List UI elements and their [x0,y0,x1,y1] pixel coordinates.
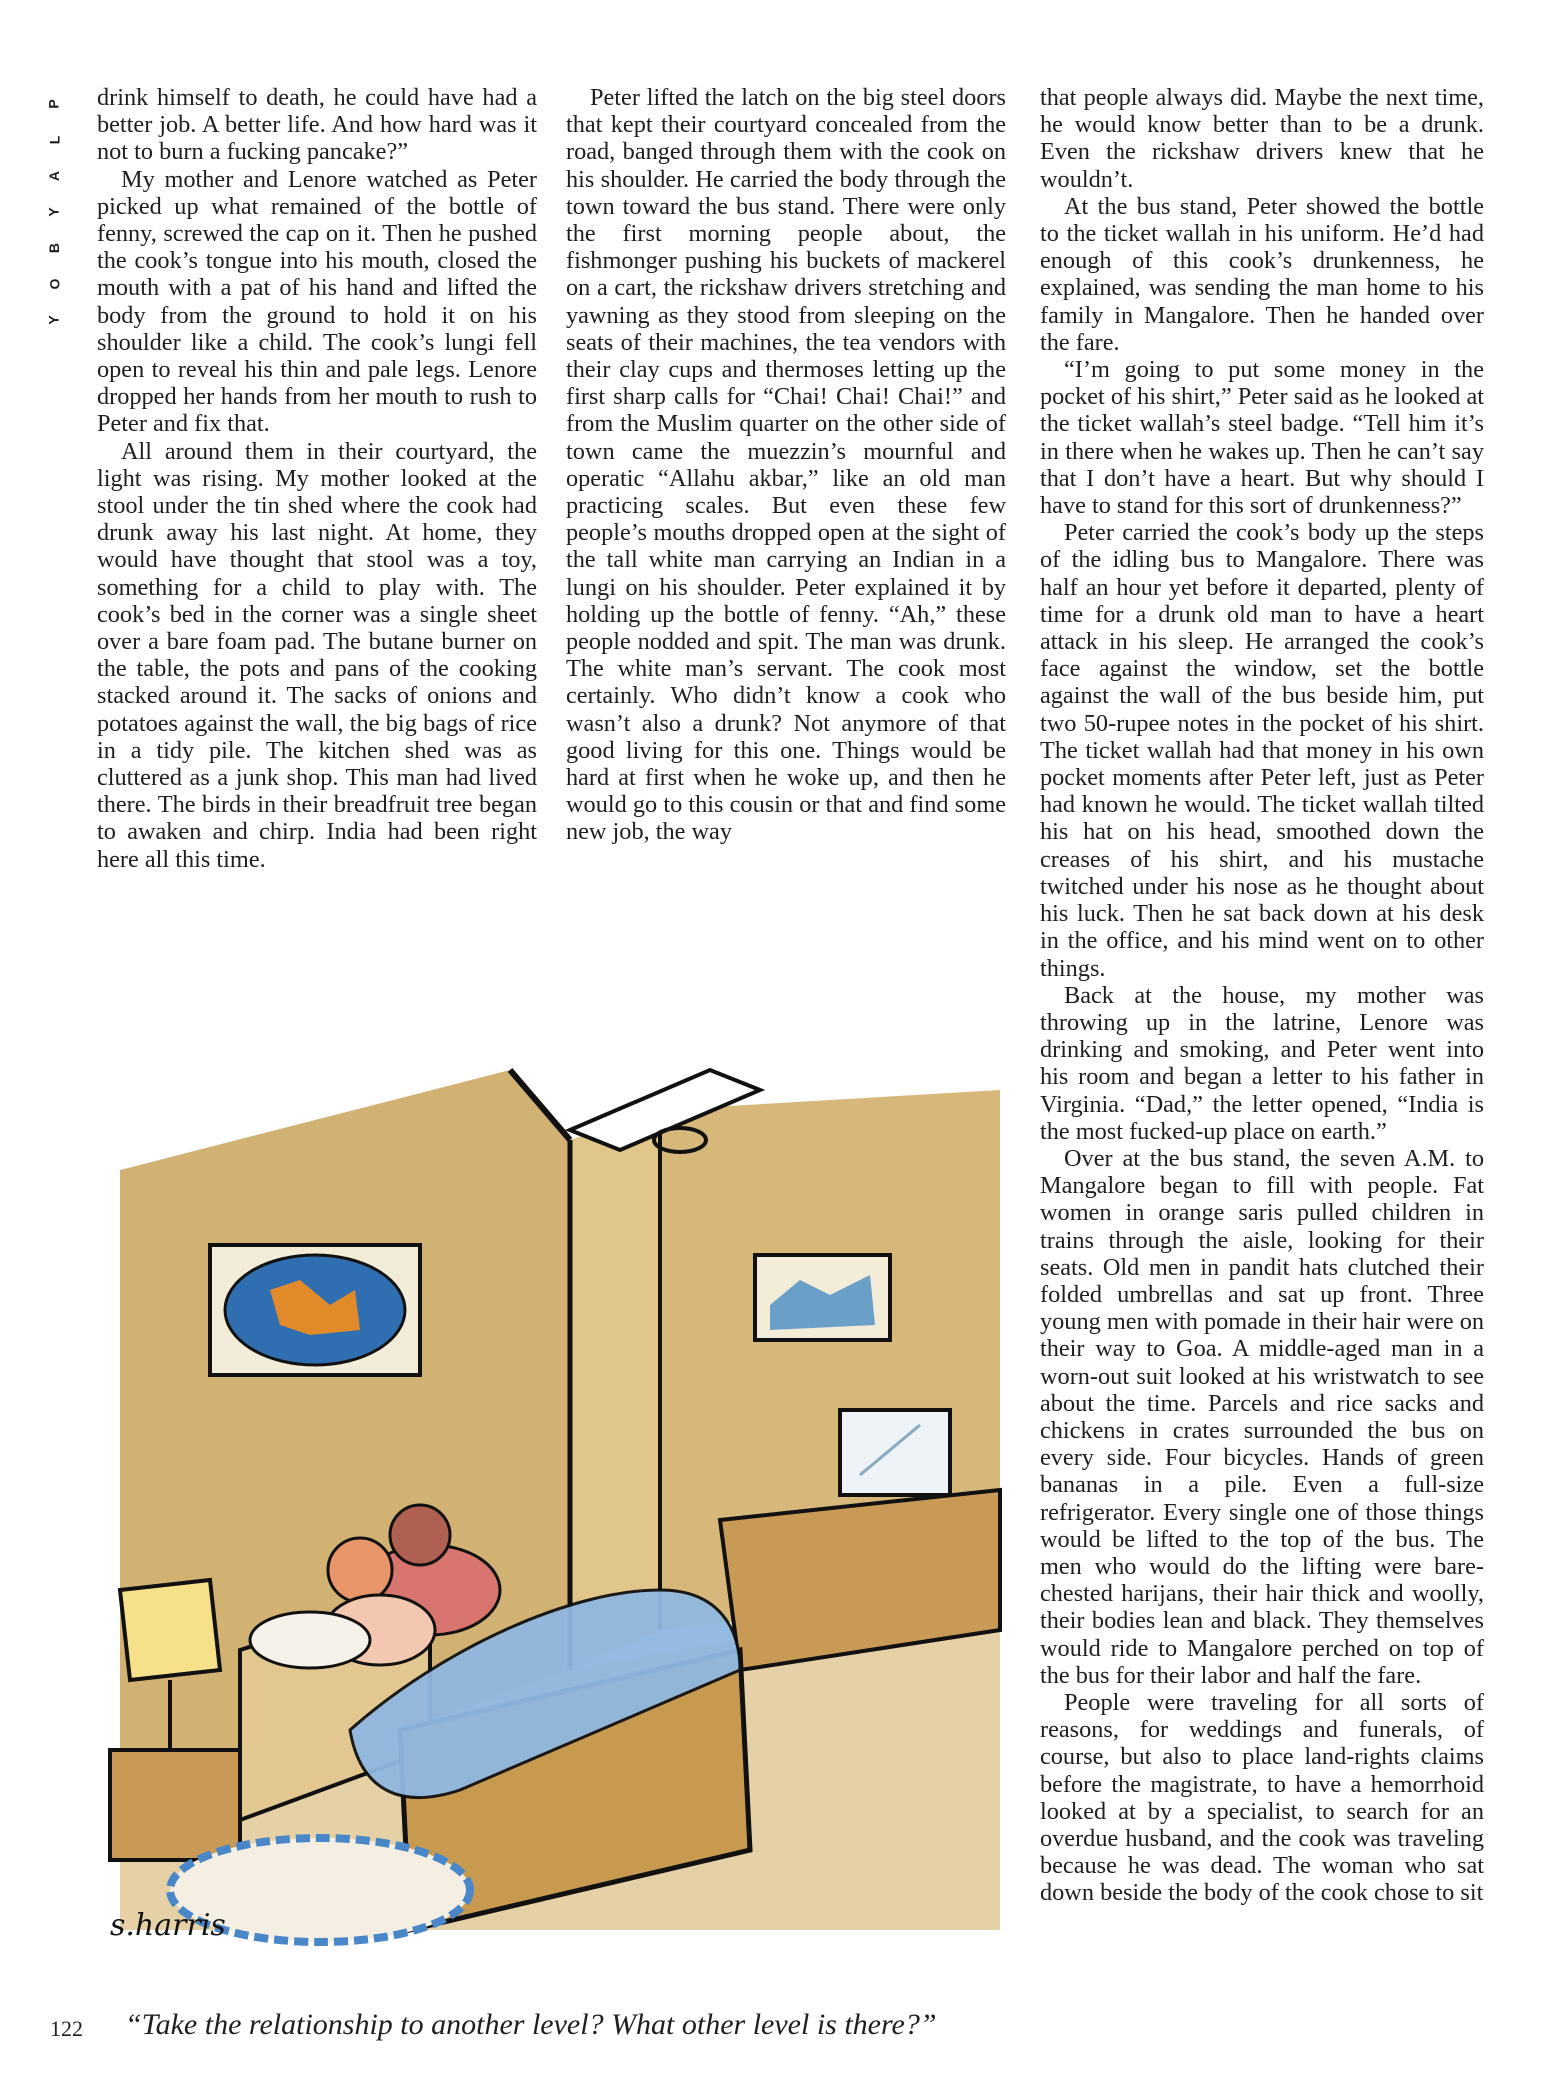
running-head-letter: A [46,170,62,182]
illustration-signature: s.harris [110,1908,226,1943]
running-head-letter: Y [46,315,62,325]
text-column-1 [97,84,537,944]
paragraph: Peter lifted the latch on the big steel doors that kept their courtyard concealed from the road, banged through them with the cook on his shoulder. He carried the body through the town toward the bus stand. There were only the first morning people about, the fishmonger pushing his buckets of mackerel on a cart, the rickshaw drivers stretching and yawning as they stood from sleeping on the seats of their machines, the tea vendors with their clay cups and thermoses letting up the first sharp calls for “Chai! Chai! Chai!” and from the Muslim quarter on the other side of town came the muezzin’s mournful and operatic “Allahu akbar,” like an old man practicing scales. But even these few people’s mouths dropped open at the sight of the tall white man carrying an Indian in a lungi on his shoulder. Peter explained it by holding up the bottle of fenny. “Ah,” these people nodded and spit. The man was drunk. The white man’s servant. The cook most certainly. Who didn’t know a cook who wasn’t also a drunk? Not anymore of that good living for this one. Things would be hard at first when he woke up, and then he would go to this cousin or that and find some new job, the way [566,84,1006,846]
running-head-letter: P [46,99,62,109]
paragraph: Peter carried the cook’s body up the steps of the idling bus to Mangalore. There was half an hour yet before it departed, plenty of time for a drunk old man to have a heart attack in his sleep. He arranged the cook’s face against the window, set the bottle against the wall of the bus beside him, put two 50-rupee notes in the pocket of his shirt. The ticket wallah had that money in his own pocket moments after Peter left, just as Peter had known he would. The ticket wallah tilted his hat on his head, smoothed down the creases of his shirt, and his mustache twitched under his nose as he thought about his luck. Then he sat back down at his desk in the office, and his mind went on to other things. [1040,519,1484,982]
paragraph: All around them in their courtyard, the light was rising. My mother looked at the stool under the tin shed where the cook had drunk away his last night. At home, they would have thought that stool was a toy, something for a child to play with. The cook’s bed in the corner was a single sheet over a bare foam pad. The butane burner on the table, the pots and pans of the cooking stacked around it. The sacks of onions and potatoes against the wall, the big bags of rice in a tidy pile. The kitchen shed was as cluttered as a junk shop. This man had lived there. The birds in their breadfruit tree began to awaken and chirp. India had been right here all this time. [97,437,537,873]
paragraph: “I’m going to put some money in the pocket of his shirt,” Peter said as he looked at the ticket wallah’s steel badge. “Tell him it’s in there when he wakes up. Then he can’t say that I don’t have a heart. But why should I have to stand for this sort of drunkenness?” [1040,356,1484,520]
paragraph: People were traveling for all sorts of reasons, for weddings and funerals, of course, but also to place land-rights claims before the magistrate, to have a hemorrhoid looked at by a specialist, to search for an overdue husband, and the cook was traveling because he was dead. The woman who sat down beside the body of the cook chose to sit [1040,1688,1484,1907]
nightstand [110,1750,240,1860]
figure-man-head [390,1505,450,1565]
running-head-letter: Y [46,207,62,217]
paragraph: Over at the bus stand, the seven A.M. to Mangalore began to fill with people. Fat women in orange saris pulled children in trains through the aisle, looking for their seats. Old men in pandit hats clutched their folded umbrellas and sat up front. Three young men with pomade in their hair were on their way to Goa. A middle-aged man in a worn-out suit looked at his wristwatch to see about the time. Parcels and rice sacks and chickens in crates surrounded the bus on every side. Four bicycles. Hands of green bananas in a pile. Even a full-size refrigerator. Every single one of those things would be lifted to the top of the bus. The men who would do the lifting were bare-chested harijans, their hair thick and woolly, their bodies lean and black. They themselves would ride to Mangalore perched on top of the bus for their labor and half the fare. [1040,1144,1484,1689]
text-column-3 [1040,84,1484,2074]
text-column-2 [566,84,1006,944]
television [840,1410,950,1495]
paragraph: My mother and Lenore watched as Peter picked up what remained of the bottle of fenny, screwed the cap on it. Then he pushed the cook’s tongue into his mouth, closed the mouth with a pat of his hand and lifted the body from the ground to hold it on his shoulder like a child. The cook’s lungi fell open to reveal his thin and pale legs. Lenore dropped her hands from her mouth to rush to Peter and fix that. [97,165,537,438]
running-head-letter: O [45,278,62,290]
wall-right [570,1110,660,1670]
paragraph: that people always did. Maybe the next time, he would know better than to be a drunk. Even the rickshaw drivers knew that he wouldn’t. [1040,84,1484,193]
running-head [42,86,66,338]
figure-woman-head [328,1538,392,1602]
illustration-caption: “Take the relationship to another level? What other level is there?” [125,2008,937,2041]
running-head-letter: B [46,242,62,254]
paragraph: Back at the house, my mother was throwing up in the latrine, Lenore was drinking and smoking, and Peter went into his room and began a letter to his father in Virginia. “Dad,” the letter opened, “India is the most fucked-up place on earth.” [1040,981,1484,1145]
cartoon-illustration [100,1030,1010,1970]
table-lamp [120,1580,220,1680]
page-number: 122 [50,2016,83,2041]
running-head-letter: L [46,135,62,145]
paragraph: At the bus stand, Peter showed the bottle to the ticket wallah in his uniform. He’d had enough of this cook’s drunkenness, he explained, was sending the man home to his family in Mangalore. Then he handed over the fare. [1040,192,1484,356]
paragraph: drink himself to death, he could have had a better job. A better life. And how hard was it not to burn a fucking pancake?” [97,84,537,166]
pillow [250,1612,370,1668]
